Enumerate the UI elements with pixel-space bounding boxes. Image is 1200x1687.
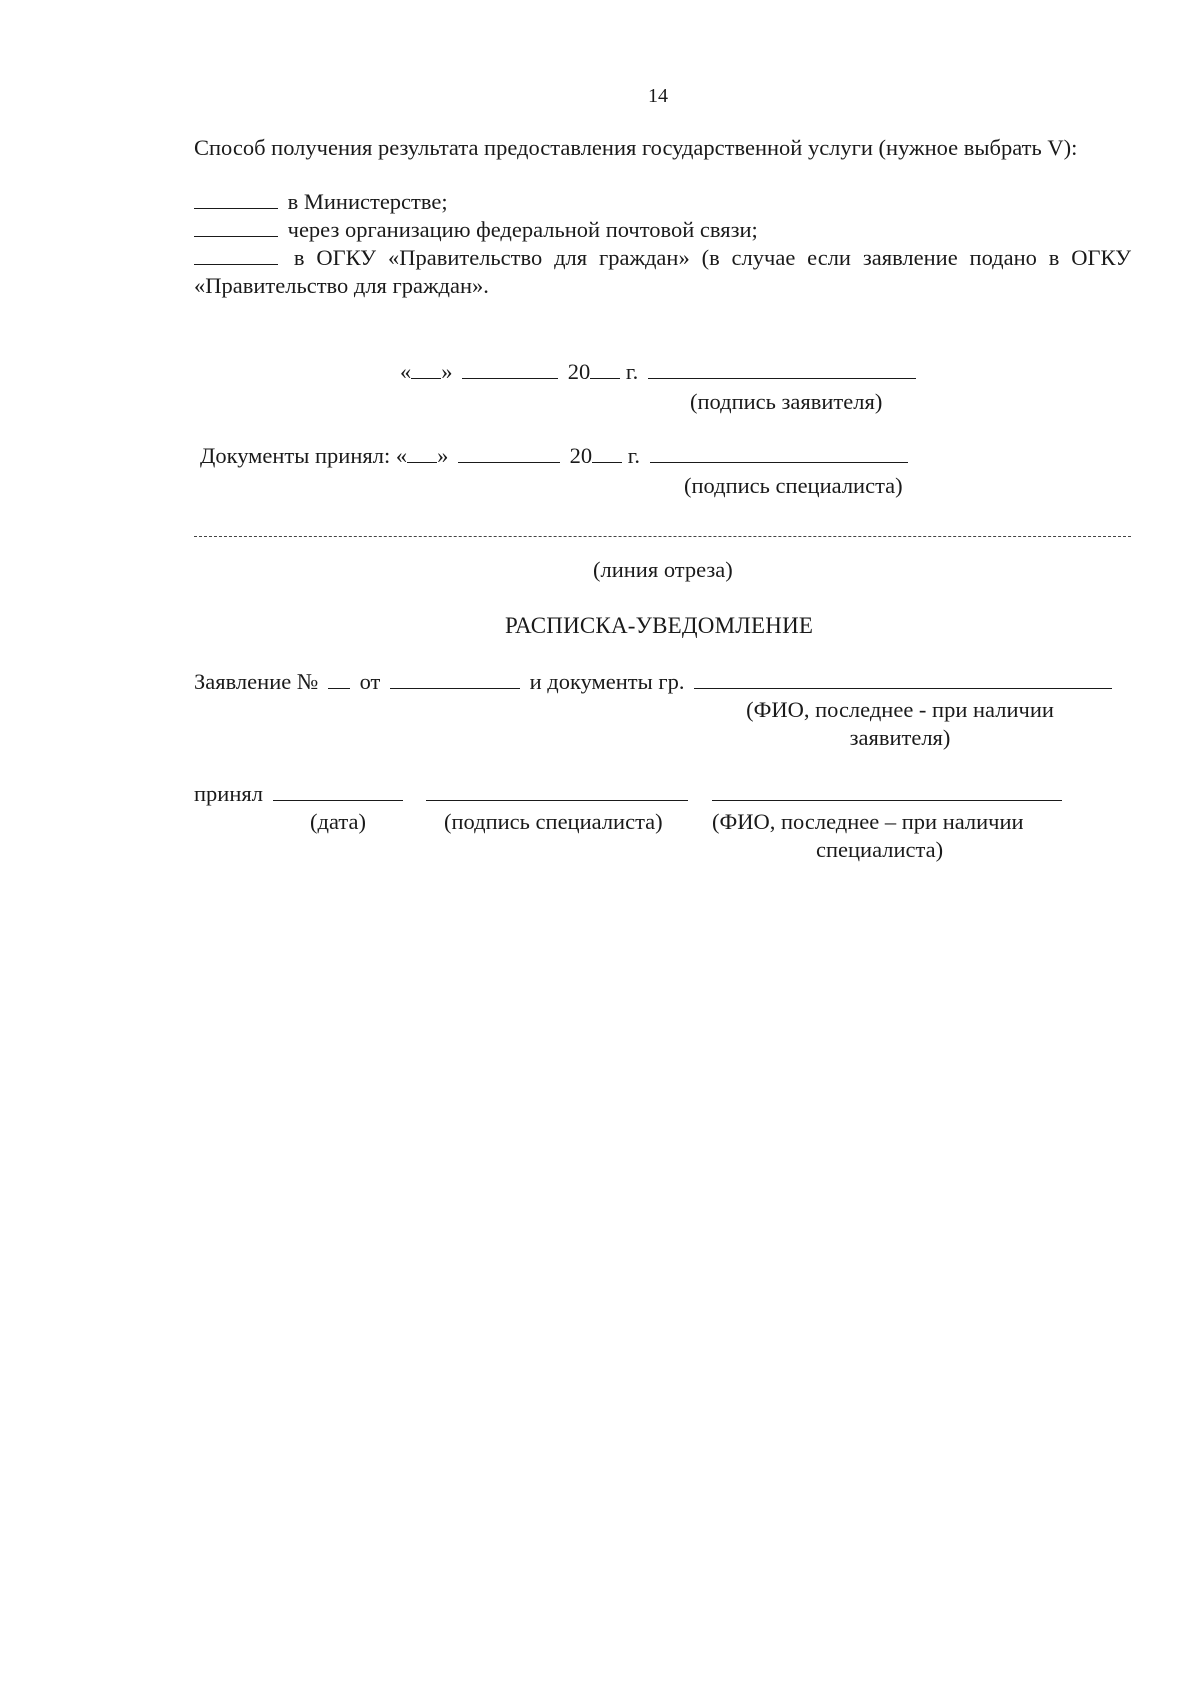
date-caption: (дата) (310, 809, 366, 834)
method-section (194, 134, 1131, 161)
accepted-row (194, 780, 1066, 808)
from-label: от (359, 669, 381, 694)
option-3-blank[interactable] (194, 244, 278, 265)
applicant-fio-field[interactable] (694, 668, 1112, 689)
option-1-label: в Министерстве; (287, 189, 448, 214)
docs-accepted-row (200, 442, 912, 470)
year-field[interactable] (592, 442, 622, 463)
applicant-signature-field[interactable] (648, 358, 916, 379)
open-quote: « (395, 443, 408, 468)
signature-caption: (подпись специалиста) (444, 809, 663, 834)
month-field[interactable] (458, 442, 560, 463)
accepted-date-field[interactable] (273, 780, 403, 801)
applicant-date-row (400, 358, 920, 386)
docs-accepted-label: Документы принял: (200, 443, 391, 468)
cut-line (194, 536, 1131, 537)
method-option-2 (194, 216, 758, 244)
applicant-signature-caption: (подпись заявителя) (690, 389, 883, 414)
option-1-blank[interactable] (194, 188, 278, 209)
year-field[interactable] (590, 358, 620, 379)
close-quote: » (441, 359, 453, 384)
specialist-signature-caption: (подпись специалиста) (684, 473, 903, 498)
year-suffix: г. (625, 359, 639, 384)
option-2-label: через организацию федеральной почтовой связи; (287, 217, 758, 242)
specialist-fio-caption-2: специалиста) (816, 837, 944, 862)
open-quote: « (400, 359, 412, 384)
accepted-label: принял (194, 781, 263, 806)
cut-line-caption: (линия отреза) (593, 557, 733, 582)
option-2-blank[interactable] (194, 216, 278, 237)
day-field[interactable] (407, 442, 437, 463)
receipt-title: РАСПИСКА-УВЕДОМЛЕНИЕ (505, 613, 814, 638)
year-prefix: 20 (567, 359, 591, 384)
accepted-signature-field[interactable] (426, 780, 688, 801)
method-option-1 (194, 188, 448, 216)
day-field[interactable] (411, 358, 441, 379)
method-option-3 (194, 244, 1131, 300)
specialist-signature-field[interactable] (650, 442, 908, 463)
option-3-label: в ОГКУ «Правительство для граждан» (в случае если заявление подано в ОГКУ «Правительство для граждан». (194, 245, 1132, 298)
close-quote: » (437, 443, 449, 468)
year-suffix: г. (627, 443, 641, 468)
statement-number-field[interactable] (328, 668, 350, 689)
method-intro: Способ получения результата предоставления государственной услуги (нужное выбрать V): (194, 135, 1078, 160)
statement-row (194, 668, 1116, 696)
documents-label: и документы гр. (529, 669, 685, 694)
applicant-fio-caption-1: (ФИО, последнее - при наличии (746, 697, 1054, 722)
accepted-fio-field[interactable] (712, 780, 1062, 801)
applicant-fio-caption-2: заявителя) (849, 725, 951, 750)
statement-label: Заявление № (194, 669, 319, 694)
page-number: 14 (648, 85, 668, 107)
statement-date-field[interactable] (390, 668, 520, 689)
month-field[interactable] (462, 358, 558, 379)
year-prefix: 20 (569, 443, 593, 468)
specialist-fio-caption-1: (ФИО, последнее – при наличии (712, 809, 1024, 834)
